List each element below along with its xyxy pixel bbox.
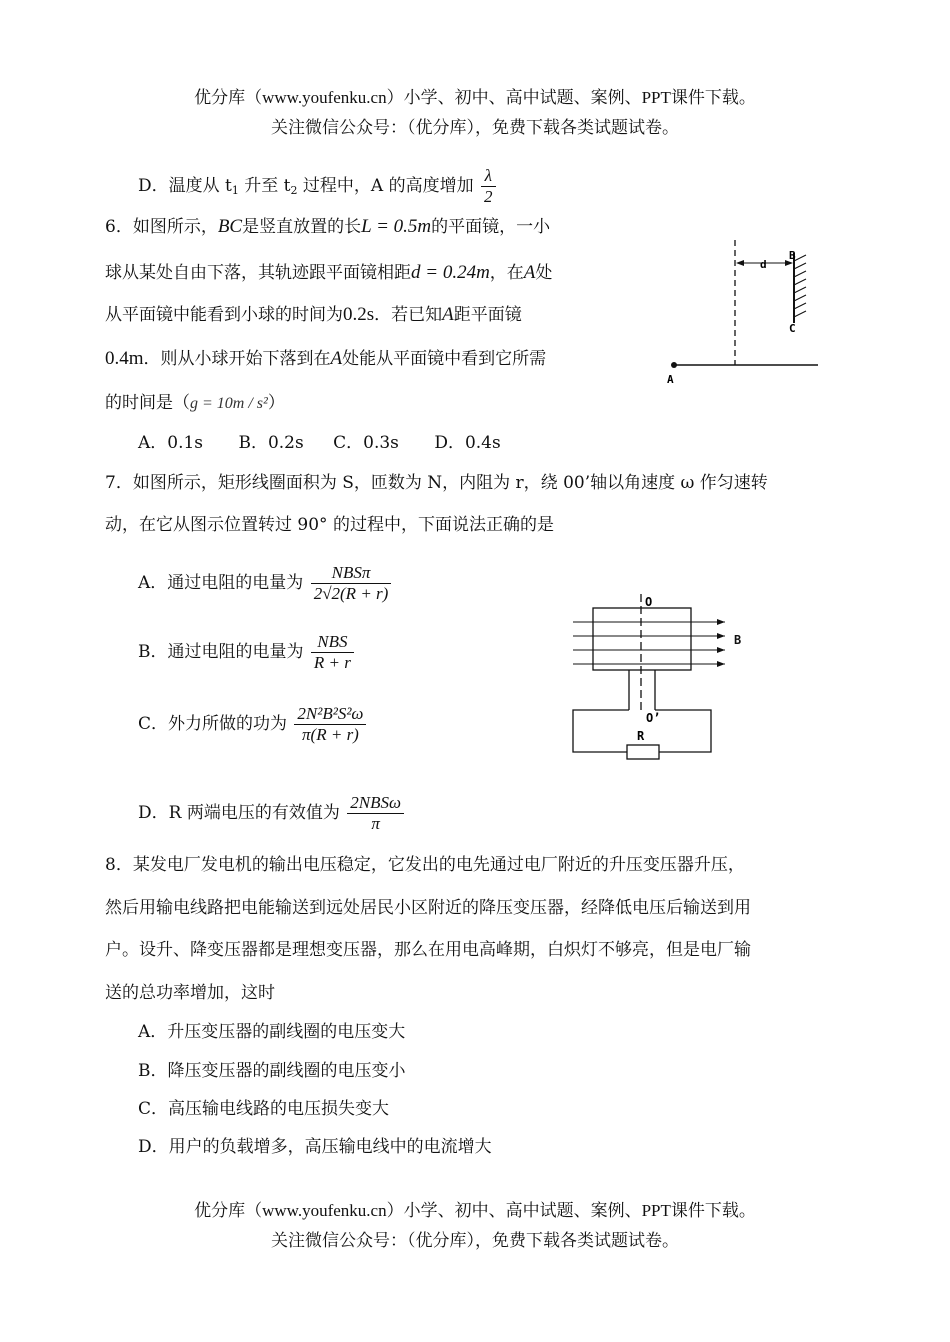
q8-option-d: D．用户的负载增多，高压输电线中的电流增大 [138,1137,492,1157]
q7-option-b: B．通过电阻的电量为 $\frac{\text{NBS}}{R + r}$ [138,632,356,673]
q5-option-d: D．温度从 $t_1$ 升至 $t_2$ 过程中，A 的高度增加 $\frac{\lambda}{2}$ [138,166,498,207]
q6-option-a: A．0.1s [138,433,204,453]
q6-line-5: 的时间是（g = 10m / s²） [105,393,285,413]
label-c: C [789,322,796,335]
circuit-left [573,710,629,752]
q5-fraction: $\frac{\lambda}{2}$ [481,166,496,207]
mirror-hatching [794,255,806,317]
q6-line-1: 6．如图所示，BC是竖直放置的长L = 0.5m的平面镜，一小 [105,216,551,237]
footer-line-2: 关注微信公众号：（优分库），免费下载各类试题试卷。 [271,1231,679,1250]
q6-line-4: 0.4m．则从小球开始下落到在A处能从平面镜中看到它所需 [105,348,547,369]
q6-line-2: 球从某处自由下落，其轨迹跟平面镜相距d = 0.24m，在A处 [105,262,553,283]
q8-line-2: 然后用输电线路把电能输送到远处居民小区附近的降压变压器，经降低电压后输送到用 [105,898,751,918]
resistor-r [627,745,659,759]
label-r: R [637,729,645,743]
q7-option-d: D．R 两端电压的有效值为 $\frac{\text{2NBSω}}{\pi}$ [138,793,406,834]
circuit-right [655,710,711,752]
q7-option-a: A．通过电阻的电量为 $\frac{\text{NBSπ}}{2√2(R + r)}$ [138,563,393,604]
q6-line-3: 从平面镜中能看到小球的时间为0.2s．若已知A距平面镜 [105,304,522,325]
arrow-left-head [736,260,744,266]
field-arrowheads [717,619,725,667]
q6-mirror-figure [660,235,830,390]
q8-option-c: C．高压输电线路的电压损失变大 [138,1099,390,1119]
label-a: A [667,373,674,386]
q7-line-2: 动，在它从图示位置转过 90° 的过程中，下面说法正确的是 [105,515,554,535]
q8-option-b: B．降压变压器的副线圈的电压变小 [138,1061,406,1081]
q8-line-1: 8．某发电厂发电机的输出电压稳定，它发出的电先通过电厂附近的升压变压器升压， [105,855,745,875]
q7-coil-figure [565,590,725,765]
label-o-prime: O’ [646,711,661,725]
q7-line-1: 7．如图所示，矩形线圈面积为 S，匝数为 N，内阻为 r，绕 00’轴以角速度 ω 作匀速转 [105,473,768,493]
label-o: O [645,595,653,609]
q8-line-3: 户。设升、降变压器都是理想变压器，那么在用电高峰期，白炽灯不够亮，但是电厂输 [105,940,751,960]
q7-label-b: B [734,633,742,647]
label-b: B [789,249,796,262]
q6-options [138,432,501,454]
point-a [671,362,677,368]
q7-a-fraction: $\frac{\text{NBSπ}}{2√2(R + r)}$ [311,563,392,604]
footer-line-1: 优分库（www.youfenku.cn）小学、初中、高中试题、案例、PPT课件下载。 [194,1201,756,1220]
coil-rectangle [593,608,691,670]
header-line-1: 优分库（www.youfenku.cn）小学、初中、高中试题、案例、PPT课件下载。 [194,88,756,107]
q6-option-c: C．0.3s [333,433,399,453]
q7-d-fraction: $\frac{\text{2NBSω}}{\pi}$ [347,793,404,834]
q6-option-d: D．0.4s [434,433,501,453]
magnetic-field-lines [573,622,725,664]
header-line-2: 关注微信公众号：（优分库），免费下载各类试题试卷。 [271,118,679,137]
q7-c-fraction: $\frac{\text{2N²B²S²ω}}{\pi(R + r)}$ [294,704,366,745]
q6-option-b: B．0.2s [238,433,304,453]
q7-b-fraction: $\frac{\text{NBS}}{R + r}$ [311,632,354,673]
q7-option-c: C．外力所做的功为 $\frac{\text{2N²B²S²ω}}{\pi(R + r)}$ [138,704,368,745]
q8-option-a: A．升压变压器的副线圈的电压变大 [138,1022,406,1042]
label-d: d [760,258,767,271]
q8-line-4: 送的总功率增加，这时 [105,983,275,1003]
